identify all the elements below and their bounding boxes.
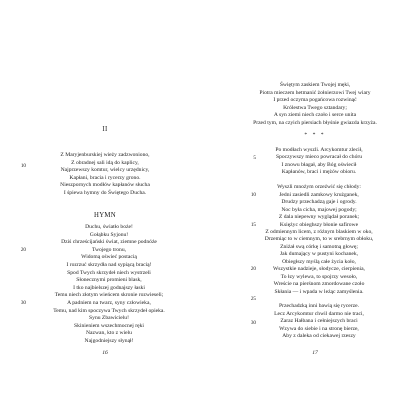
right-page: [210, 0, 420, 420]
folio-left: 16: [102, 350, 108, 356]
verse-line: Dziś chrześcijański świat, ziemne podnóże: [61, 239, 157, 246]
verse-line: A padniem na twarz, syny człowieka,: [67, 300, 151, 306]
verse-line: I znowu błagał, aby Bóg oświecił: [281, 161, 357, 168]
verse-line: Wreście na pierśnom zmordowane czoło: [273, 281, 365, 288]
verse-line: Z odmiennym licem, z różnym blaskiem w oko,: [265, 228, 373, 235]
verse-line: Spoczywszy mieco powracał do chóru: [275, 154, 363, 161]
verse-line: Temu niech złotym wieńcem skronie rozwieseli;: [54, 292, 164, 299]
verse-line: I rozrzuć skrzydła nad sypiącą bracią!: [66, 262, 152, 268]
verse-line: Duchu, światło boże!: [85, 224, 133, 230]
verse-line: Przed tym, na czyich piersiach błyśnie gwiazda krzyża.: [253, 120, 377, 126]
verse-line: Kapłanów, braci i mężów obioru.: [281, 169, 357, 176]
verse-line: Najgodniejszy słynął!: [84, 338, 134, 344]
line-number: 30: [250, 320, 256, 326]
verse-line: Twojego tronu,: [91, 246, 127, 253]
verse-line: I śpiewa hymny do Świętego Ducha.: [63, 190, 147, 196]
verse-line: Drudzy przechadzą gaje i ogrody.: [281, 199, 357, 206]
section-number: II: [102, 126, 108, 133]
verse-line: Kapłani, bracia i rycerzy grono.: [69, 174, 141, 181]
line-number: 30: [20, 300, 26, 306]
verse-line: Obiegłszy myślą całe życia koło,: [282, 258, 356, 265]
verse-line: Zniżał swą córkę i samotną głowę;: [280, 243, 358, 250]
verse-line: Gołąbku Syjonu!: [89, 231, 129, 238]
verse-line: Noc była cicha, majowej pogody;: [281, 206, 357, 213]
verse-line: Nazwan, kto z wielu: [86, 330, 132, 337]
verse-line: Po modłach wyszli. Arcykomtur zlecił,: [275, 147, 363, 153]
verse-line: Spod Twych skrzydeł niech wystrzeli: [67, 269, 151, 276]
verse-line: Wzywa do siebie i na stronę bierze,: [279, 325, 359, 332]
verse-line: Widomą oświeć postacią: [81, 254, 137, 261]
verse-line: Z dala niepewny wyglądał poranek;: [278, 214, 360, 221]
verse-line: Aby z daleka od ciekawej rzeszy: [282, 333, 356, 340]
verse-line: Drzemiąc to w ciemnym, to w srebrnym obłoku,: [264, 236, 374, 243]
line-number: 10: [20, 163, 26, 169]
verse-line: I przed oczyma pogańcowa rozwinąć: [273, 97, 357, 104]
verse-line: Nieszpornych modłów kapłanów słucha: [60, 182, 150, 189]
line-number: 15: [250, 222, 256, 228]
verse-line: Synu Zbawicielu!: [89, 315, 129, 322]
verse-line: Przechadzką inni bawią się rycerze.: [279, 303, 359, 310]
verse-line: Królestwa Twego sztandary;: [283, 104, 347, 111]
verse-line: Lecz Arcykomtur chwil darmo nie traci,: [274, 310, 364, 317]
hymn-title: HYMN: [94, 212, 116, 219]
verse-line: Z obradnej sali idą do kaplicy,: [71, 159, 139, 166]
verse-line: I tko najbielszej godnajszy łaski: [73, 284, 145, 291]
verse-line: Słonecznymi promieni blask,: [76, 277, 142, 284]
folio-right: 17: [312, 350, 318, 356]
verse-line: Skinieniem wszechmocnej ręki: [74, 322, 144, 329]
verse-line: Piotra mieczem hetmanić żołnierzowi Twej wiary: [259, 89, 371, 96]
verse-line: Jak dumający w pustyni kochanek,: [279, 251, 359, 258]
verse-line: Zaraz Hałbana i cełniejszych braci: [280, 318, 358, 325]
verse-line: Jedni zasiedli zamkowy krużganek,: [279, 191, 359, 198]
verse-line: Skłania — i wpada w leżąc zamyślenia.: [274, 288, 364, 295]
verse-line: Z Maryjenburskiej wieży zadzwoniono,: [60, 152, 150, 158]
section-separator: * * *: [304, 132, 326, 138]
verse-line: To łzy wylewa, to spojrzy wesoło,: [280, 273, 358, 280]
verse-line: Świętym zaskiem Twojej męki,: [279, 82, 351, 88]
verse-line: Wszystkie nadzieje, słodycze, cierpienia,: [273, 266, 365, 273]
verse-line: A syn ziemi niech czoło i serce unita: [273, 112, 357, 119]
line-number: 25: [250, 296, 256, 302]
verse-line: Wyszli mnożym orzeźwić się chłody:: [277, 184, 361, 191]
line-number: 5: [253, 155, 256, 161]
verse-line: Temu, nad kim spoczywa Twych skrzydeł opieka.: [53, 307, 165, 314]
verse-line: Księżyc obieghszy błonie safirowe: [279, 221, 359, 228]
verse-line: Najprzewszy komtur, wielcy urzędnicy,: [60, 167, 150, 174]
line-number: 10: [250, 192, 256, 198]
line-number: 20: [20, 247, 26, 253]
line-number: 20: [250, 266, 256, 272]
